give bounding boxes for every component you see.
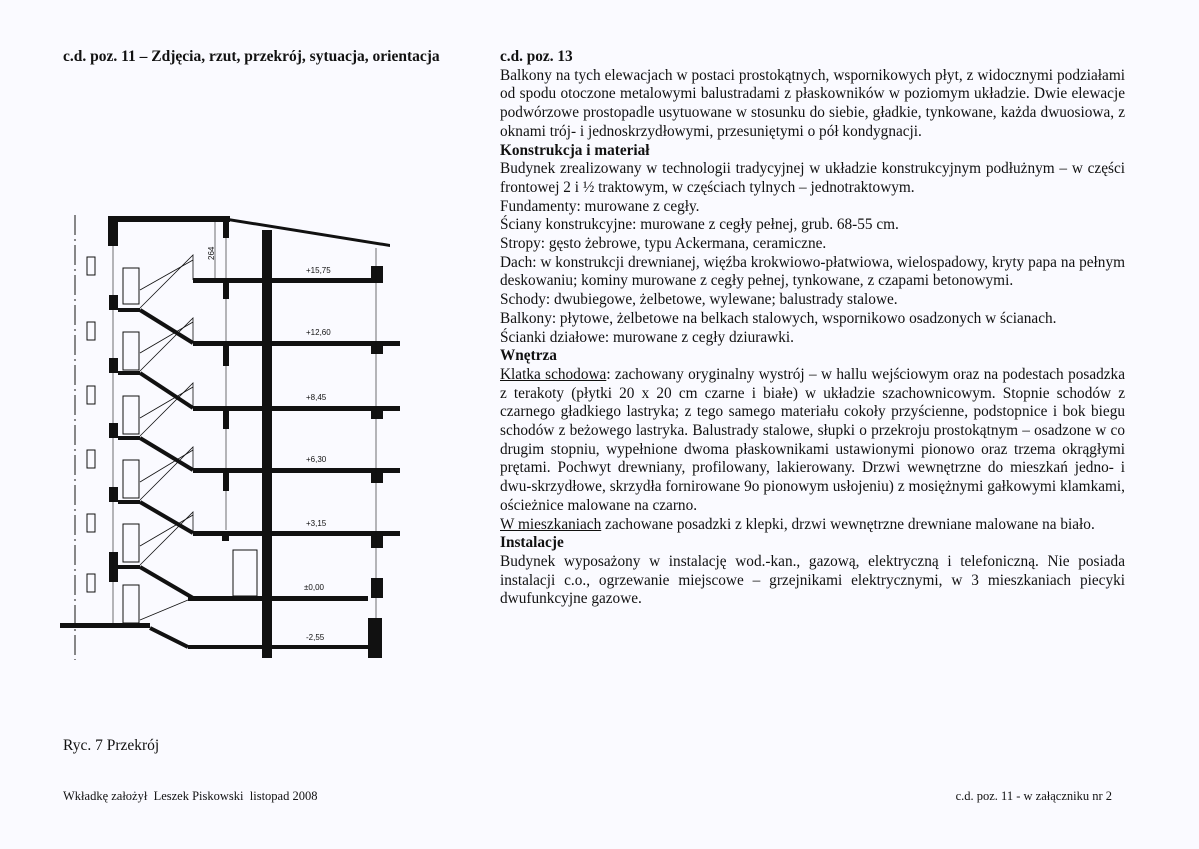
footer-left: Wkładkę założył Leszek Piskowski listopad 2008 [63,789,318,803]
description-column [500,48,1125,609]
level-label: +12,60 [306,328,331,337]
level-label: +8,45 [306,393,327,402]
staircase-paragraph [500,366,1125,516]
figure-caption: Ryc. 7 Przekrój [63,737,160,754]
dimension-label: 264 [207,246,216,260]
structure [60,216,400,658]
level-label: +3,15 [306,519,327,528]
staircase-text: : zachowany oryginalny wystrój – w hallu wejściowym oraz na podestach posadzka z terakoty (płytki 20 x 20 cm czarne i białe) w układzie szachownicowym. Stopnie schodów z czarnego gładkiego lastryka; z tego samego materiału cokoły przyścienne, podstopnice i bok biegu schodów z beżowego lastryka. Balustrady stalowe, słupki o przekroju prostokątnym – osadzone w co drugim stopniu, wypełnione dwoma płaskownikami ustawionymi pionowo oraz trzema okrągłymi prętami. Pochwyt drewniany, profilowany, lakierowany. Drzwi wewnętrzne do mieszkań jedno- i dwu-skrzydłowe, skrzydła fornirowane 9o pionowym usłojeniu) z mosiężnymi gałkowymi klamkami, ościeżnice malowane na czarno. [500,365,1125,514]
elevation-labels [304,266,331,642]
level-label: +15,75 [306,266,331,275]
flats-label: W mieszkaniach [500,515,602,533]
construction-item: Fundamenty: murowane z cegły. [500,197,700,215]
construction-item: Dach: w konstrukcji drewnianej, więźba krokwiowo-płatwiowa, wielospadowy, kryty papa na pełnym deskowaniu; kominy murowane z cegły pełnej, tynkowane, z czapami betonowymi. [500,253,1125,290]
construction-item: Balkony: płytowe, żelbetowe na belkach stalowych, wspornikowo osadzonych w ścianach. [500,309,1057,327]
level-label: +6,30 [306,455,327,464]
level-label: -2,55 [306,633,325,642]
flats-paragraph [500,516,1125,535]
intro-paragraph: Balkony na tych elewacjach w postaci prostokątnych, wspornikowych płyt, z widocznymi podziałami od spodu otoczone metalowymi balustradami z płaskowników w poziomym układzie. Dwie elewacje podwórzowe prostopadle usytuowane w stosunku do siebie, gładkie, tynkowane, każda dwuosiowa, z oknami trój- i jednoskrzydłowymi, przesuniętymi o pół kondygnacji. [500,66,1125,140]
construction-item: Schody: dwubiegowe, żelbetowe, wylewane; balustrady stalowe. [500,291,898,309]
interior-heading: Wnętrza [500,347,557,365]
installations-heading: Instalacje [500,534,564,552]
construction-item: Budynek zrealizowany w technologii tradycyjnej w układzie konstrukcyjnym podłużnym – w części frontowej 2 i ½ traktowym, w częściach tylnych – jednotraktowym. [500,160,1125,196]
level-label: ±0,00 [304,583,324,592]
construction-item: Stropy: gęsto żebrowe, typu Ackermana, ceramiczne. [500,235,827,253]
construction-item: Ściany konstrukcyjne: murowane z cegły pełnej, grub. 68-55 cm. [500,216,899,234]
installations-paragraph: Budynek wyposażony w instalację wod.-kan., gazową, elektryczną i telefoniczną. Nie posiada instalacji c.o., ogrzewanie miejscowe – grzejnikami elektrycznymi, w 3 mieszkaniach piecyki dwufunkcyjne gazowe. [500,552,1125,608]
section-title: c.d. poz. 13 [500,48,573,65]
stair-flights [140,255,193,647]
flats-text: zachowane posadzki z klepki, drzwi wewnętrzne drewniane malowane na biało. [601,515,1095,533]
construction-heading: Konstrukcja i materiał [500,141,650,159]
footer-right: c.d. poz. 11 - w załączniku nr 2 [955,789,1112,803]
construction-item: Ścianki działowe: murowane z cegły dziurawki. [500,328,794,346]
building-cross-section [60,200,400,680]
staircase-label: Klatka schodowa [500,365,607,383]
left-header: c.d. poz. 11 – Zdjęcia, rzut, przekrój, sytuacja, orientacja [63,48,440,65]
